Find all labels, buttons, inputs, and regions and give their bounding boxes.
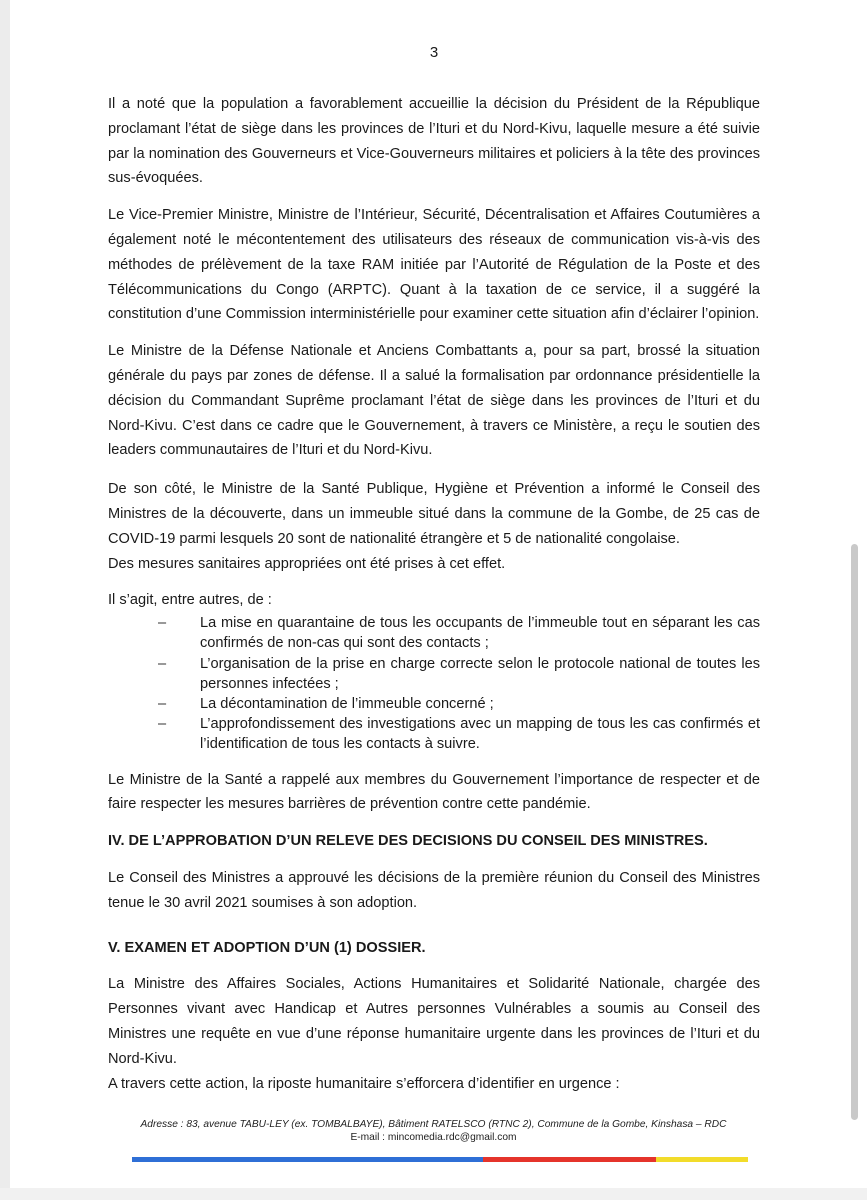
paragraph-interieur-taxe-ram: Le Vice-Premier Ministre, Ministre de l’Intérieur, Sécurité, Décentralisation et Affaires Coutumières a également noté le mécontentement des utilisateurs des réseaux de communication vis-à-vis des méthodes de prélèvement de la taxe RAM initiée par l’Autorité de Régulation de la Poste et des Télécommunications du Congo (ARPTC). Quant à la taxation de ce service, il a suggéré la constitution d’une Commission interministérielle pour examiner cette situation afin d’éclairer l’opinion. bbox=[108, 207, 760, 323]
paragraph-sante-covid: De son côté, le Ministre de la Santé Publique, Hygiène et Prévention a informé le Conseil des Ministres de la découverte, dans un immeuble situé dans la commune de la Gombe, de 25 cas de COVID-19 parmi lesquels 20 sont de nationalité étrangère et 5 de nationalité congolaise. bbox=[108, 481, 760, 547]
list-item-text: La décontamination de l’immeuble concerné ; bbox=[200, 695, 494, 712]
list-item-text: L’approfondissement des investigations avec un mapping de tous les cas confirmés et l’identification de tous les contacts à suivre. bbox=[200, 716, 760, 753]
paragraph-affaires-sociales: La Ministre des Affaires Sociales, Actions Humanitaires et Solidarité Nationale, chargée des Personnes vivant avec Handicap et Autres personnes Vulnérables a soumis au Conseil des Ministres une requête en vue d’une réponse humanitaire urgente dans les provinces de l’Ituri et du Nord-Kivu. bbox=[108, 976, 760, 1067]
paragraph-defense-nationale: Le Ministre de la Défense Nationale et Anciens Combattants a, pour sa part, brossé la situation générale du pays par zones de défense. Il a salué la formalisation par ordonnance présidentielle la décision du Commandant Suprême proclamant l’état de siège dans les provinces de l’Ituri et du Nord-Kivu. C’est dans ce cadre que le Gouvernement, à travers ce Ministère, a reçu le soutien des leaders communautaires de l’Ituri et du Nord-Kivu. bbox=[108, 343, 760, 459]
flag-color-bar bbox=[132, 1157, 748, 1162]
document-body bbox=[108, 92, 760, 1108]
flag-bar-yellow bbox=[656, 1157, 748, 1162]
page-left-edge bbox=[0, 0, 10, 1200]
list-item-text: La mise en quarantaine de tous les occupants de l’immeuble tout en séparant les cas confirmés de non-cas qui sont des contacts ; bbox=[200, 615, 760, 652]
paragraph-mesures-sanitaires: Des mesures sanitaires appropriées ont été prises à cet effet. bbox=[108, 555, 506, 572]
flag-bar-blue bbox=[132, 1157, 483, 1162]
list-intro: Il s’agit, entre autres, de : bbox=[108, 592, 272, 609]
dash-marker: – bbox=[158, 615, 167, 632]
dash-marker: – bbox=[158, 655, 167, 672]
footer-address: Adresse : 83, avenue TABU-LEY (ex. TOMBALBAYE), Bâtiment RATELSCO (RTNC 2), Commune de la Gombe, Kinshasa – RDC bbox=[140, 1119, 727, 1130]
page-footer bbox=[0, 1118, 867, 1144]
list-item-text: L’organisation de la prise en charge correcte selon le protocole national de toutes les personnes infectées ; bbox=[200, 655, 760, 692]
paragraph-population-etat-de-siege: Il a noté que la population a favorablement accueillie la décision du Président de la République proclamant l’état de siège dans les provinces de l’Ituri et du Nord-Kivu, laquelle mesure a été suivie par la nomination des Gouverneurs et Vice-Gouverneurs militaires et policiers à la tête des provinces sus-évoquées. bbox=[108, 96, 760, 187]
page-bottom-edge bbox=[0, 1188, 867, 1200]
list-item bbox=[108, 694, 760, 714]
paragraph-riposte-humanitaire: A travers cette action, la riposte humanitaire s’efforcera d’identifier en urgence : bbox=[108, 1075, 620, 1092]
page-number: 3 bbox=[429, 44, 439, 61]
paragraph-approbation-releve: Le Conseil des Ministres a approuvé les décisions de la première réunion du Conseil des Ministres tenue le 30 avril 2021 soumises à son adoption. bbox=[108, 869, 760, 911]
dash-marker: – bbox=[158, 695, 167, 712]
section-heading-iv: IV. DE L’APPROBATION D’UN RELEVE DES DECISIONS DU CONSEIL DES MINISTRES. bbox=[108, 833, 708, 850]
vertical-scrollbar[interactable] bbox=[851, 544, 858, 1120]
footer-email: E-mail : mincomedia.rdc@gmail.com bbox=[350, 1132, 517, 1143]
list-item bbox=[108, 654, 760, 694]
flag-bar-red bbox=[483, 1157, 655, 1162]
section-heading-v: V. EXAMEN ET ADOPTION D’UN (1) DOSSIER. bbox=[108, 939, 426, 956]
dash-marker: – bbox=[158, 716, 167, 733]
measures-list bbox=[108, 613, 760, 754]
paragraph-rappel-mesures-barrieres: Le Ministre de la Santé a rappelé aux membres du Gouvernement l’importance de respecter et de faire respecter les mesures barrières de prévention contre cette pandémie. bbox=[108, 771, 760, 813]
list-item bbox=[108, 613, 760, 653]
list-item bbox=[108, 714, 760, 754]
